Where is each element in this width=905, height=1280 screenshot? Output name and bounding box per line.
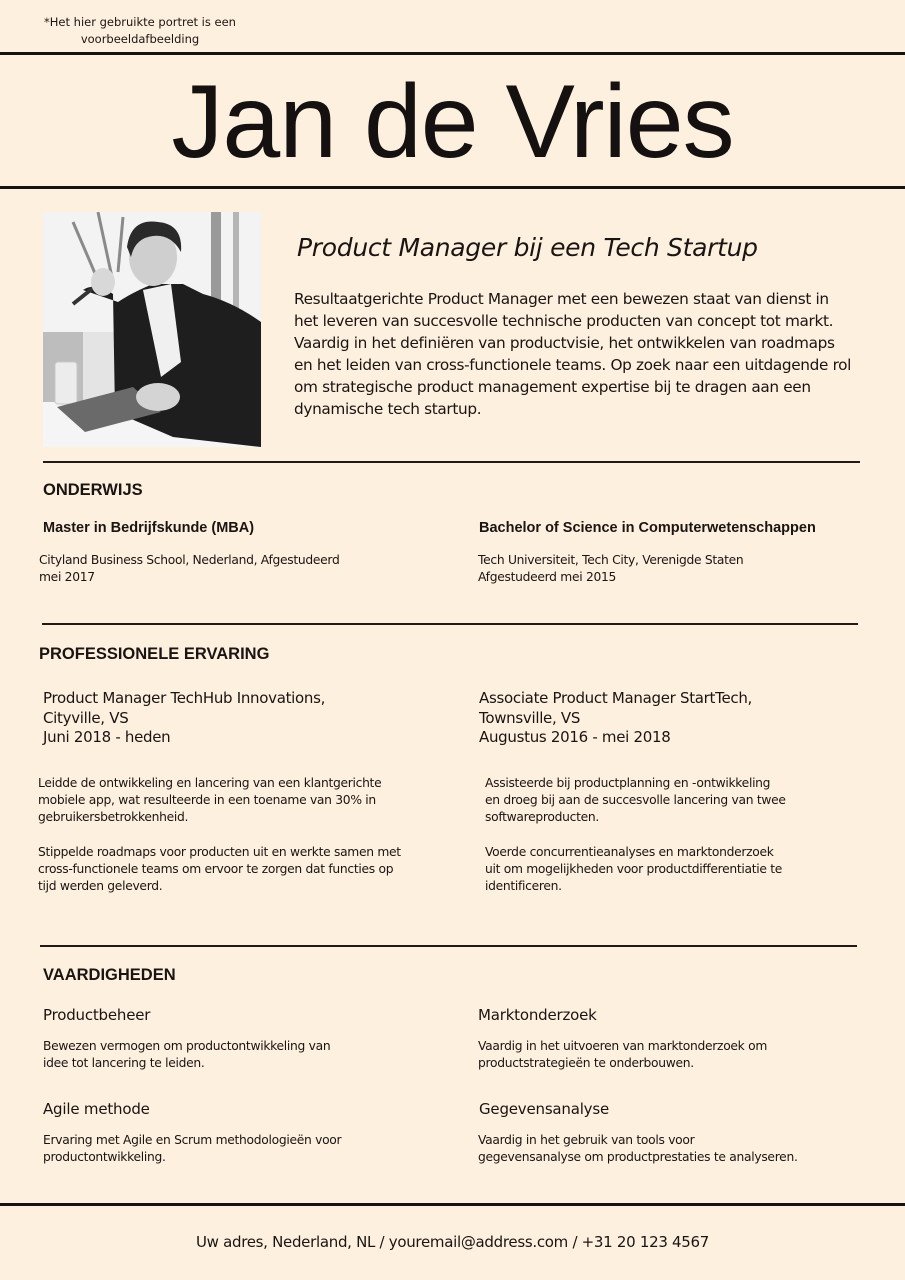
skill-name: Marktonderzoek bbox=[478, 1006, 597, 1024]
portrait-photo bbox=[43, 212, 261, 447]
skill-name: Productbeheer bbox=[43, 1006, 151, 1024]
experience-role: Product Manager TechHub Innovations, Cityville, VS Juni 2018 - heden bbox=[43, 689, 326, 746]
profile-title: Product Manager bij een Tech Startup bbox=[297, 233, 758, 262]
header-bottom-divider bbox=[0, 186, 905, 189]
education-item bbox=[43, 519, 254, 537]
experience-divider bbox=[42, 623, 858, 625]
profile-summary: Resultaatgerichte Product Manager met een bewezen staat van dienst in het leveren van succesvolle technische producten van concept tot markt. Vaardig in het definiëren van productvisie, het ontwikkelen van roadmaps en het leiden van cross-functionele teams. Op zoek naar een uitdagende rol om strategische product management expertise bij te dragen aan een dynamische tech startup. bbox=[294, 290, 852, 418]
candidate-name: Jan de Vries bbox=[171, 64, 734, 180]
education-item bbox=[479, 519, 816, 537]
education-divider bbox=[43, 461, 860, 463]
footer-divider bbox=[0, 1203, 905, 1206]
education-degree: Bachelor of Science in Computerwetenschappen bbox=[479, 520, 816, 536]
skills-heading: VAARDIGHEDEN bbox=[43, 966, 176, 984]
skill-description: Vaardig in het gebruik van tools voor gegevensanalyse om productprestaties te analyseren. bbox=[478, 1133, 798, 1164]
portrait-disclaimer-note: *Het hier gebruikte portret is een voorbeeldafbeelding bbox=[44, 15, 236, 46]
portrait-image-icon bbox=[43, 212, 261, 447]
experience-bullet: Stippelde roadmaps voor producten uit en werkte samen met cross-functionele teams om ervoor te zorgen dat functies op tijd werden geleverd. bbox=[38, 845, 401, 893]
skills-divider bbox=[40, 945, 857, 947]
experience-role: Associate Product Manager StartTech, Townsville, VS Augustus 2016 - mei 2018 bbox=[479, 689, 752, 746]
skill-name: Gegevensanalyse bbox=[479, 1100, 610, 1118]
education-heading: ONDERWIJS bbox=[43, 481, 143, 499]
education-details: Tech Universiteit, Tech City, Verenigde Staten Afgestudeerd mei 2015 bbox=[478, 553, 744, 584]
experience-heading: PROFESSIONELE ERVARING bbox=[39, 645, 270, 663]
education-details: Cityland Business School, Nederland, Afgestudeerd mei 2017 bbox=[39, 553, 340, 584]
experience-bullet: Leidde de ontwikkeling en lancering van een klantgerichte mobiele app, wat resulteerde in een toename van 30% in gebruikersbetrokkenheid. bbox=[38, 776, 382, 824]
skill-description: Ervaring met Agile en Scrum methodologieën voor productontwikkeling. bbox=[43, 1133, 342, 1164]
experience-bullet: Assisteerde bij productplanning en -ontwikkeling en droeg bij aan de succesvolle lancering van twee softwareproducten. bbox=[485, 776, 786, 824]
footer-contact: Uw adres, Nederland, NL / youremail@address.com / +31 20 123 4567 bbox=[195, 1233, 710, 1251]
education-degree: Master in Bedrijfskunde (MBA) bbox=[43, 520, 255, 536]
skill-description: Vaardig in het uitvoeren van marktonderzoek om productstrategieën te onderbouwen. bbox=[478, 1039, 768, 1070]
skill-description: Bewezen vermogen om productontwikkeling van idee tot lancering te leiden. bbox=[43, 1039, 331, 1070]
header-top-divider bbox=[0, 52, 905, 55]
skill-name: Agile methode bbox=[43, 1100, 150, 1118]
experience-bullet: Voerde concurrentieanalyses en marktonderzoek uit om mogelijkheden voor productdifferentiatie te identificeren. bbox=[485, 845, 783, 893]
